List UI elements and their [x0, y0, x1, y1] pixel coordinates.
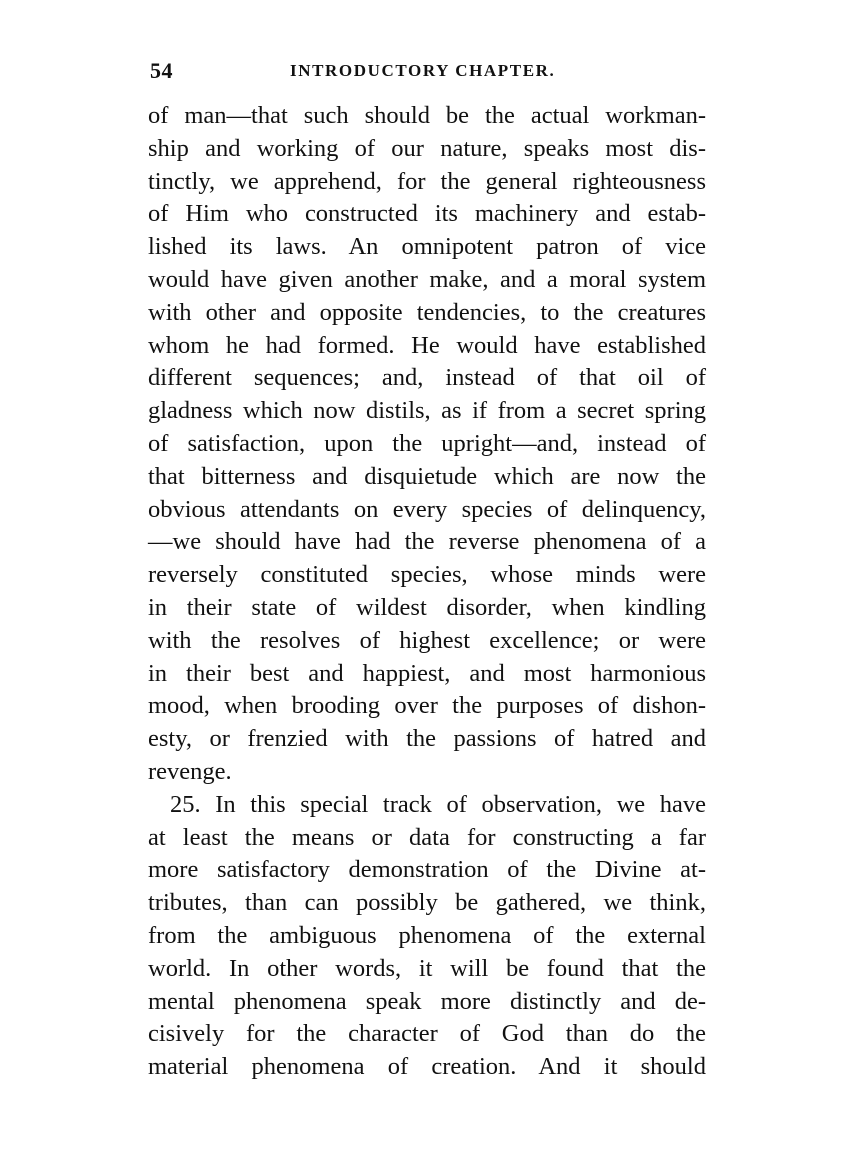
- text-line: world. In other words, it will be found that the: [148, 954, 706, 982]
- text-line: lished its laws. An omnipotent patron of vice: [148, 233, 706, 261]
- text-line: gladness which now distils, as if from a secret spring: [148, 397, 706, 425]
- text-line: at least the means or data for constructing a far: [148, 823, 706, 851]
- text-line: ship and working of our nature, speaks most dis-: [148, 134, 706, 162]
- text-line: would have given another make, and a moral system: [148, 265, 706, 293]
- text-line: tinctly, we apprehend, for the general righteousness: [148, 167, 706, 195]
- text-line: of Him who constructed its machinery and estab-: [148, 200, 706, 228]
- text-line: that bitterness and disquietude which are now the: [148, 462, 706, 490]
- running-head: [150, 58, 706, 88]
- text-line: mood, when brooding over the purposes of dishon-: [148, 692, 706, 720]
- text-line: in their best and happiest, and most harmonious: [148, 659, 706, 687]
- chapter-title: INTRODUCTORY CHAPTER.: [290, 61, 556, 80]
- paragraph-start-line: 25. In this special track of observation, we have: [170, 790, 706, 818]
- body-text: [148, 100, 706, 1084]
- text-line: in their state of wildest disorder, when kindling: [148, 593, 706, 621]
- page-number: 54: [150, 58, 173, 83]
- text-line: mental phenomena speak more distinctly and de-: [148, 987, 706, 1015]
- text-line: whom he had formed. He would have established: [148, 331, 706, 359]
- text-line: more satisfactory demonstration of the Divine at-: [148, 856, 706, 884]
- text-line: cisively for the character of God than do the: [148, 1020, 706, 1048]
- text-line: of satisfaction, upon the upright—and, instead of: [148, 429, 706, 457]
- text-line: tributes, than can possibly be gathered, we think,: [148, 889, 706, 917]
- text-line: material phenomena of creation. And it should: [148, 1053, 706, 1081]
- text-line: different sequences; and, instead of that oil of: [148, 364, 706, 392]
- text-line: —we should have had the reverse phenomena of a: [148, 528, 706, 556]
- text-line: esty, or frenzied with the passions of hatred and: [148, 725, 706, 753]
- text-line: with the resolves of highest excellence; or were: [148, 626, 706, 654]
- text-line: from the ambiguous phenomena of the external: [148, 921, 706, 949]
- text-line: revenge.: [148, 757, 232, 785]
- text-line: with other and opposite tendencies, to the creatures: [148, 298, 706, 326]
- text-line: obvious attendants on every species of delinquency,: [148, 495, 706, 523]
- text-line: reversely constituted species, whose minds were: [148, 561, 706, 589]
- text-line: of man—that such should be the actual workman-: [148, 102, 706, 129]
